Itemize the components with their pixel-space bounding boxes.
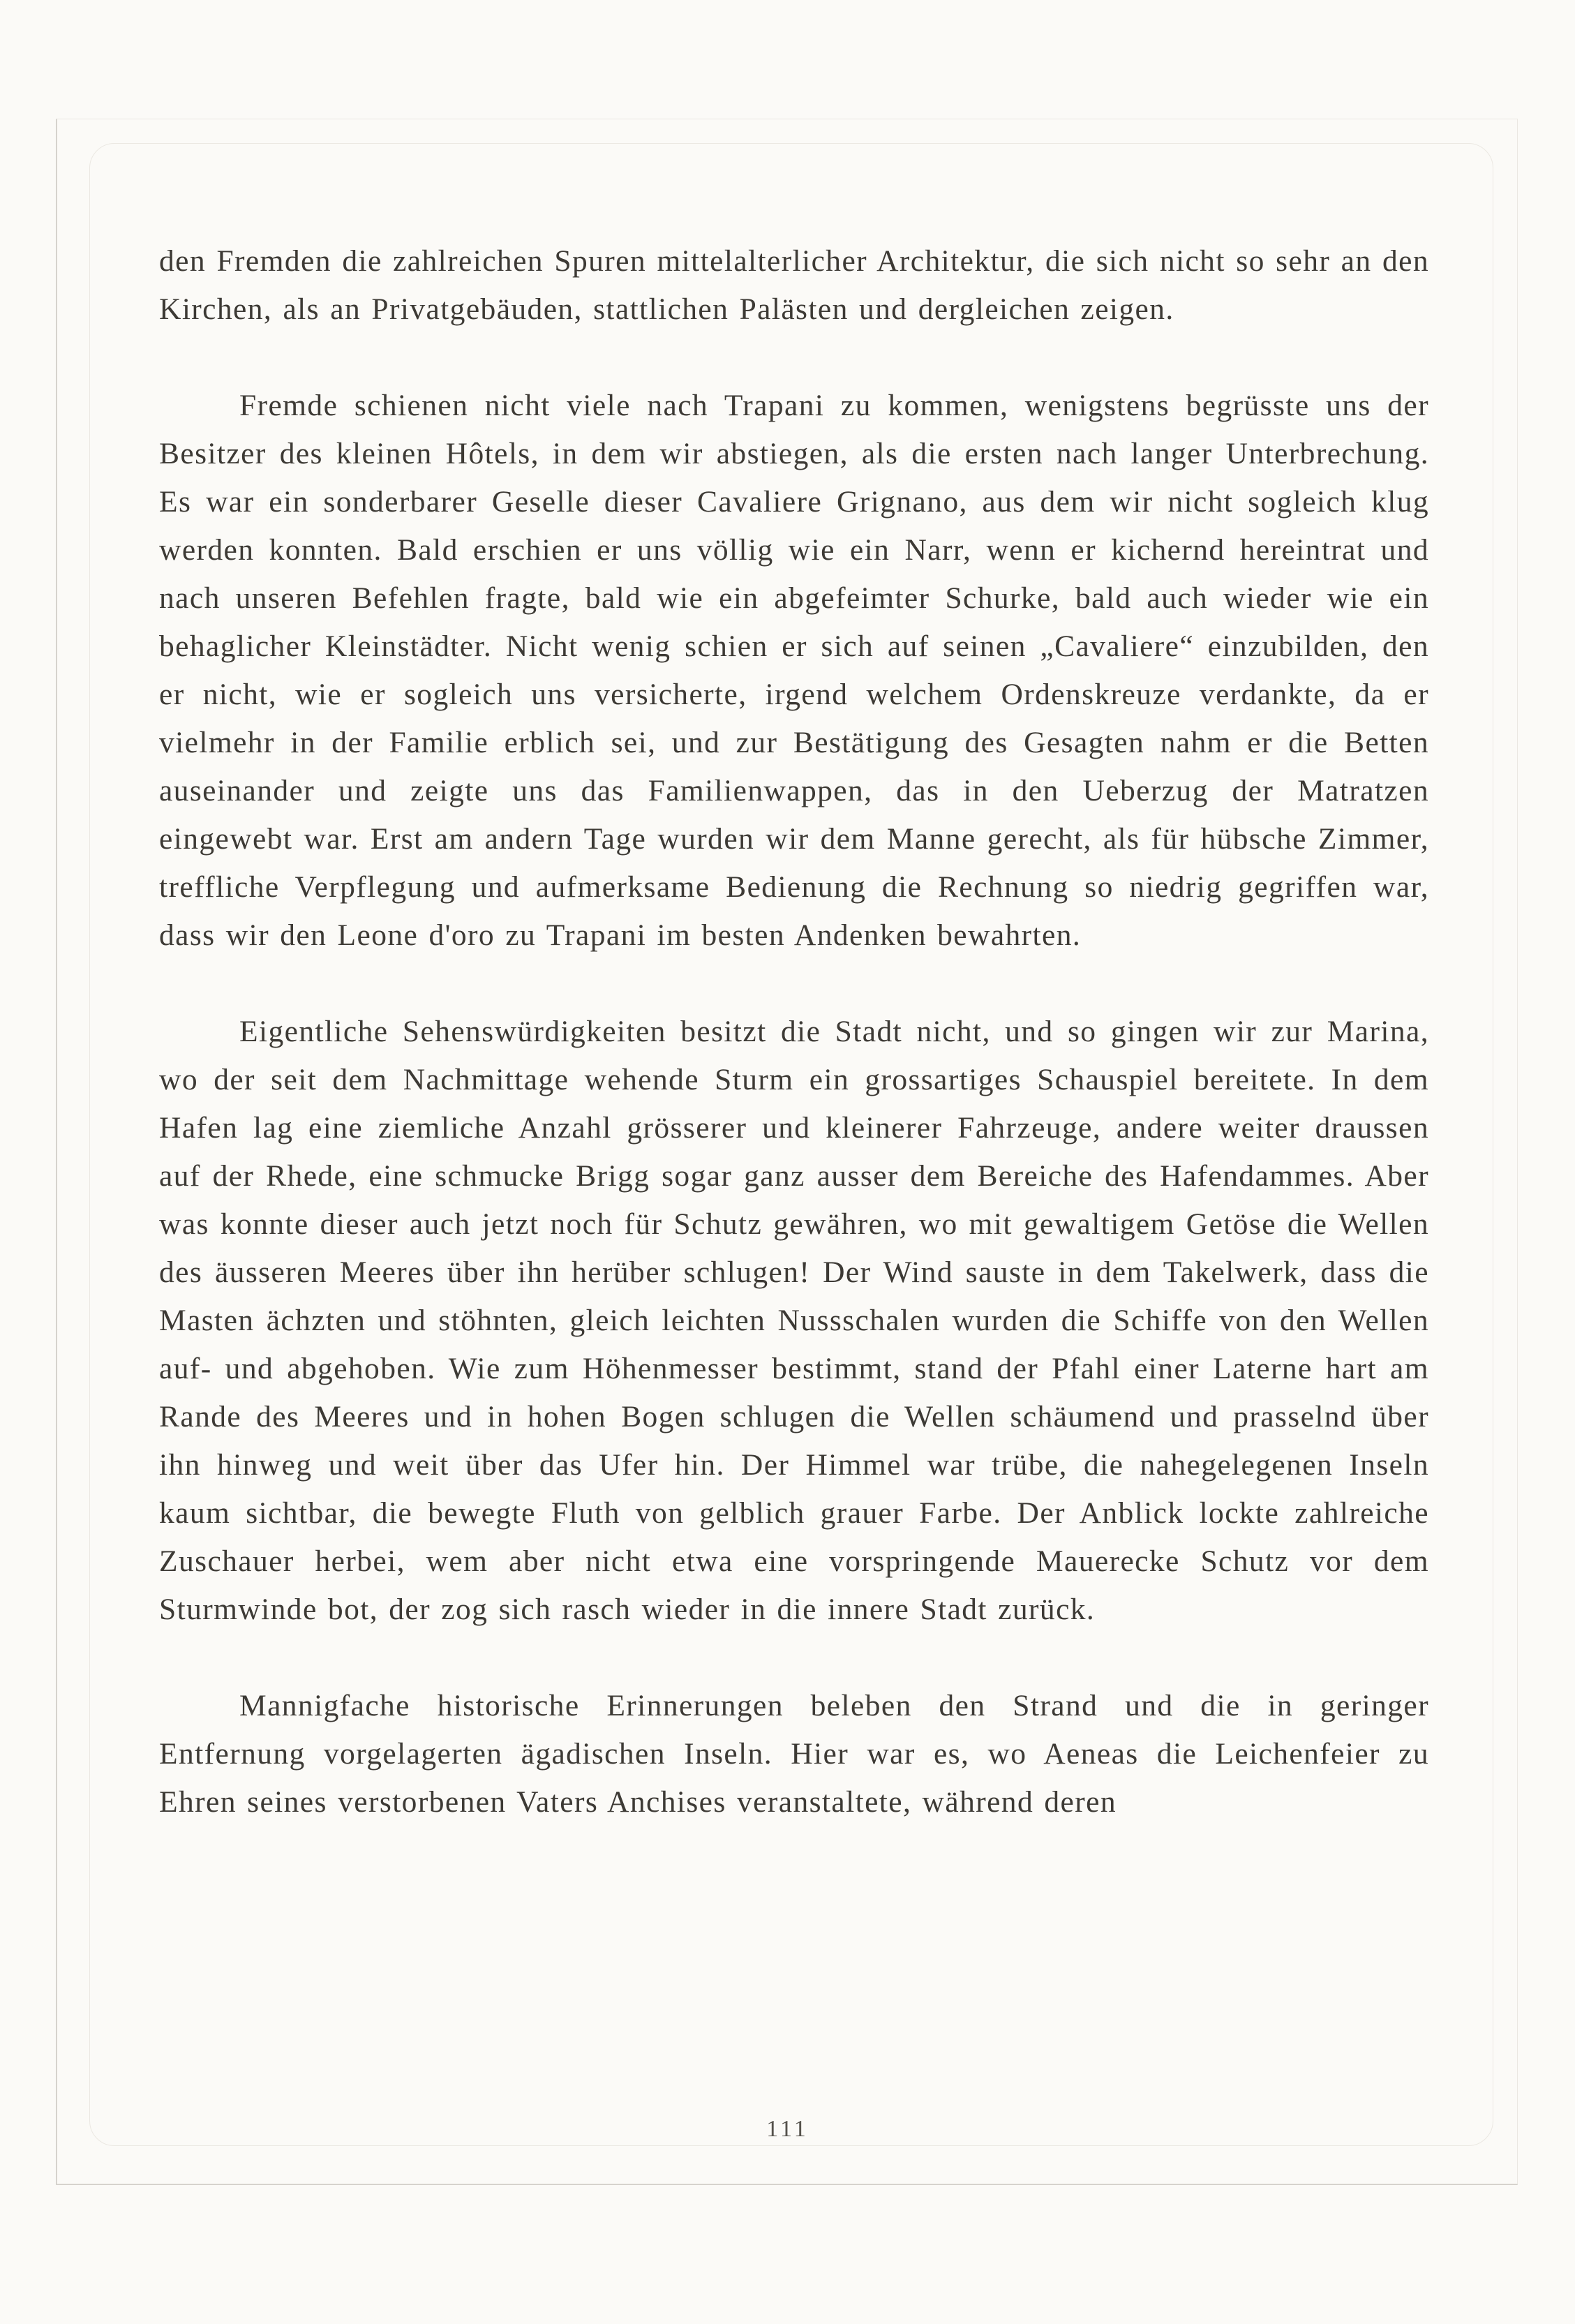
paragraph-2: Fremde schienen nicht viele nach Trapani zu kommen, wenigstens begrüsste uns der Besitzer des kleinen Hôtels, in dem wir abstiegen, als die ersten nach langer Unterbrechung. Es war ein sonderbarer Geselle dieser Cavaliere Grignano, aus dem wir nicht sogleich klug werden konnten. Bald erschien er uns völlig wie ein Narr, wenn er kichernd hereintrat und nach unseren Befehlen fragte, bald wie ein abgefeimter Schurke, bald auch wieder wie ein behaglicher Kleinstädter. Nicht wenig schien er sich auf seinen „Cavaliere“ einzubilden, den er nicht, wie er sogleich uns versicherte, irgend welchem Ordenskreuze verdankte, da er vielmehr in der Familie erblich sei, und zur Bestätigung des Gesagten nahm er die Betten auseinander und zeigte uns das Familienwappen, das in den Ueberzug der Matratzen eingewebt war. Erst am andern Tage wurden wir dem Manne gerecht, als für hübsche Zimmer, treffliche Verpflegung und aufmerksame Bedienung die Rechnung so niedrig gegriffen war, dass wir den Leone d'oro zu Trapani im besten Andenken bewahrten.: [159, 389, 1429, 952]
paragraph-1: den Fremden die zahlreichen Spuren mittelalterlicher Architektur, die sich nicht so sehr an den Kirchen, als an Privatgebäuden, stattlichen Palästen und dergleichen zeigen.: [159, 244, 1429, 326]
page-number: 111: [766, 2116, 809, 2142]
body-text: [159, 237, 1429, 1826]
paragraph-4: Mannigfache historische Erinnerungen beleben den Strand und die in geringer Entfernung vorgelagerten ägadischen Inseln. Hier war es, wo Aeneas die Leichenfeier zu Ehren seines verstorbenen Vaters Anchises veranstaltete, während deren: [159, 1689, 1429, 1819]
paragraph-gap: [159, 1634, 1429, 1682]
paragraph-gap: [159, 960, 1429, 1008]
paragraph-gap: [159, 334, 1429, 382]
paragraph-3: Eigentliche Sehenswürdigkeiten besitzt die Stadt nicht, und so gingen wir zur Marina, wo der seit dem Nachmittage wehende Sturm ein grossartiges Schauspiel bereitete. In dem Hafen lag eine ziemliche Anzahl grösserer und kleinerer Fahrzeuge, andere weiter draussen auf der Rhede, eine schmucke Brigg sogar ganz ausser dem Bereiche des Hafendammes. Aber was konnte dieser auch jetzt noch für Schutz gewähren, wo mit gewaltigem Getöse die Wellen des äusseren Meeres über ihn herüber schlugen! Der Wind sauste in dem Takelwerk, dass die Masten ächzten und stöhnten, gleich leichten Nussschalen wurden die Schiffe von den Wellen auf- und abgehoben. Wie zum Höhenmesser bestimmt, stand der Pfahl einer Laterne hart am Rande des Meeres und in hohen Bogen schlugen die Wellen schäumend und prasselnd über ihn hinweg und weit über das Ufer hin. Der Himmel war trübe, die nahegelegenen Inseln kaum sichtbar, die bewegte Fluth von gelblich grauer Farbe. Der Anblick lockte zahlreiche Zuschauer herbei, wem aber nicht etwa eine vorspringende Mauerecke Schutz vor dem Sturmwinde bot, der zog sich rasch wieder in die innere Stadt zurück.: [159, 1015, 1429, 1626]
